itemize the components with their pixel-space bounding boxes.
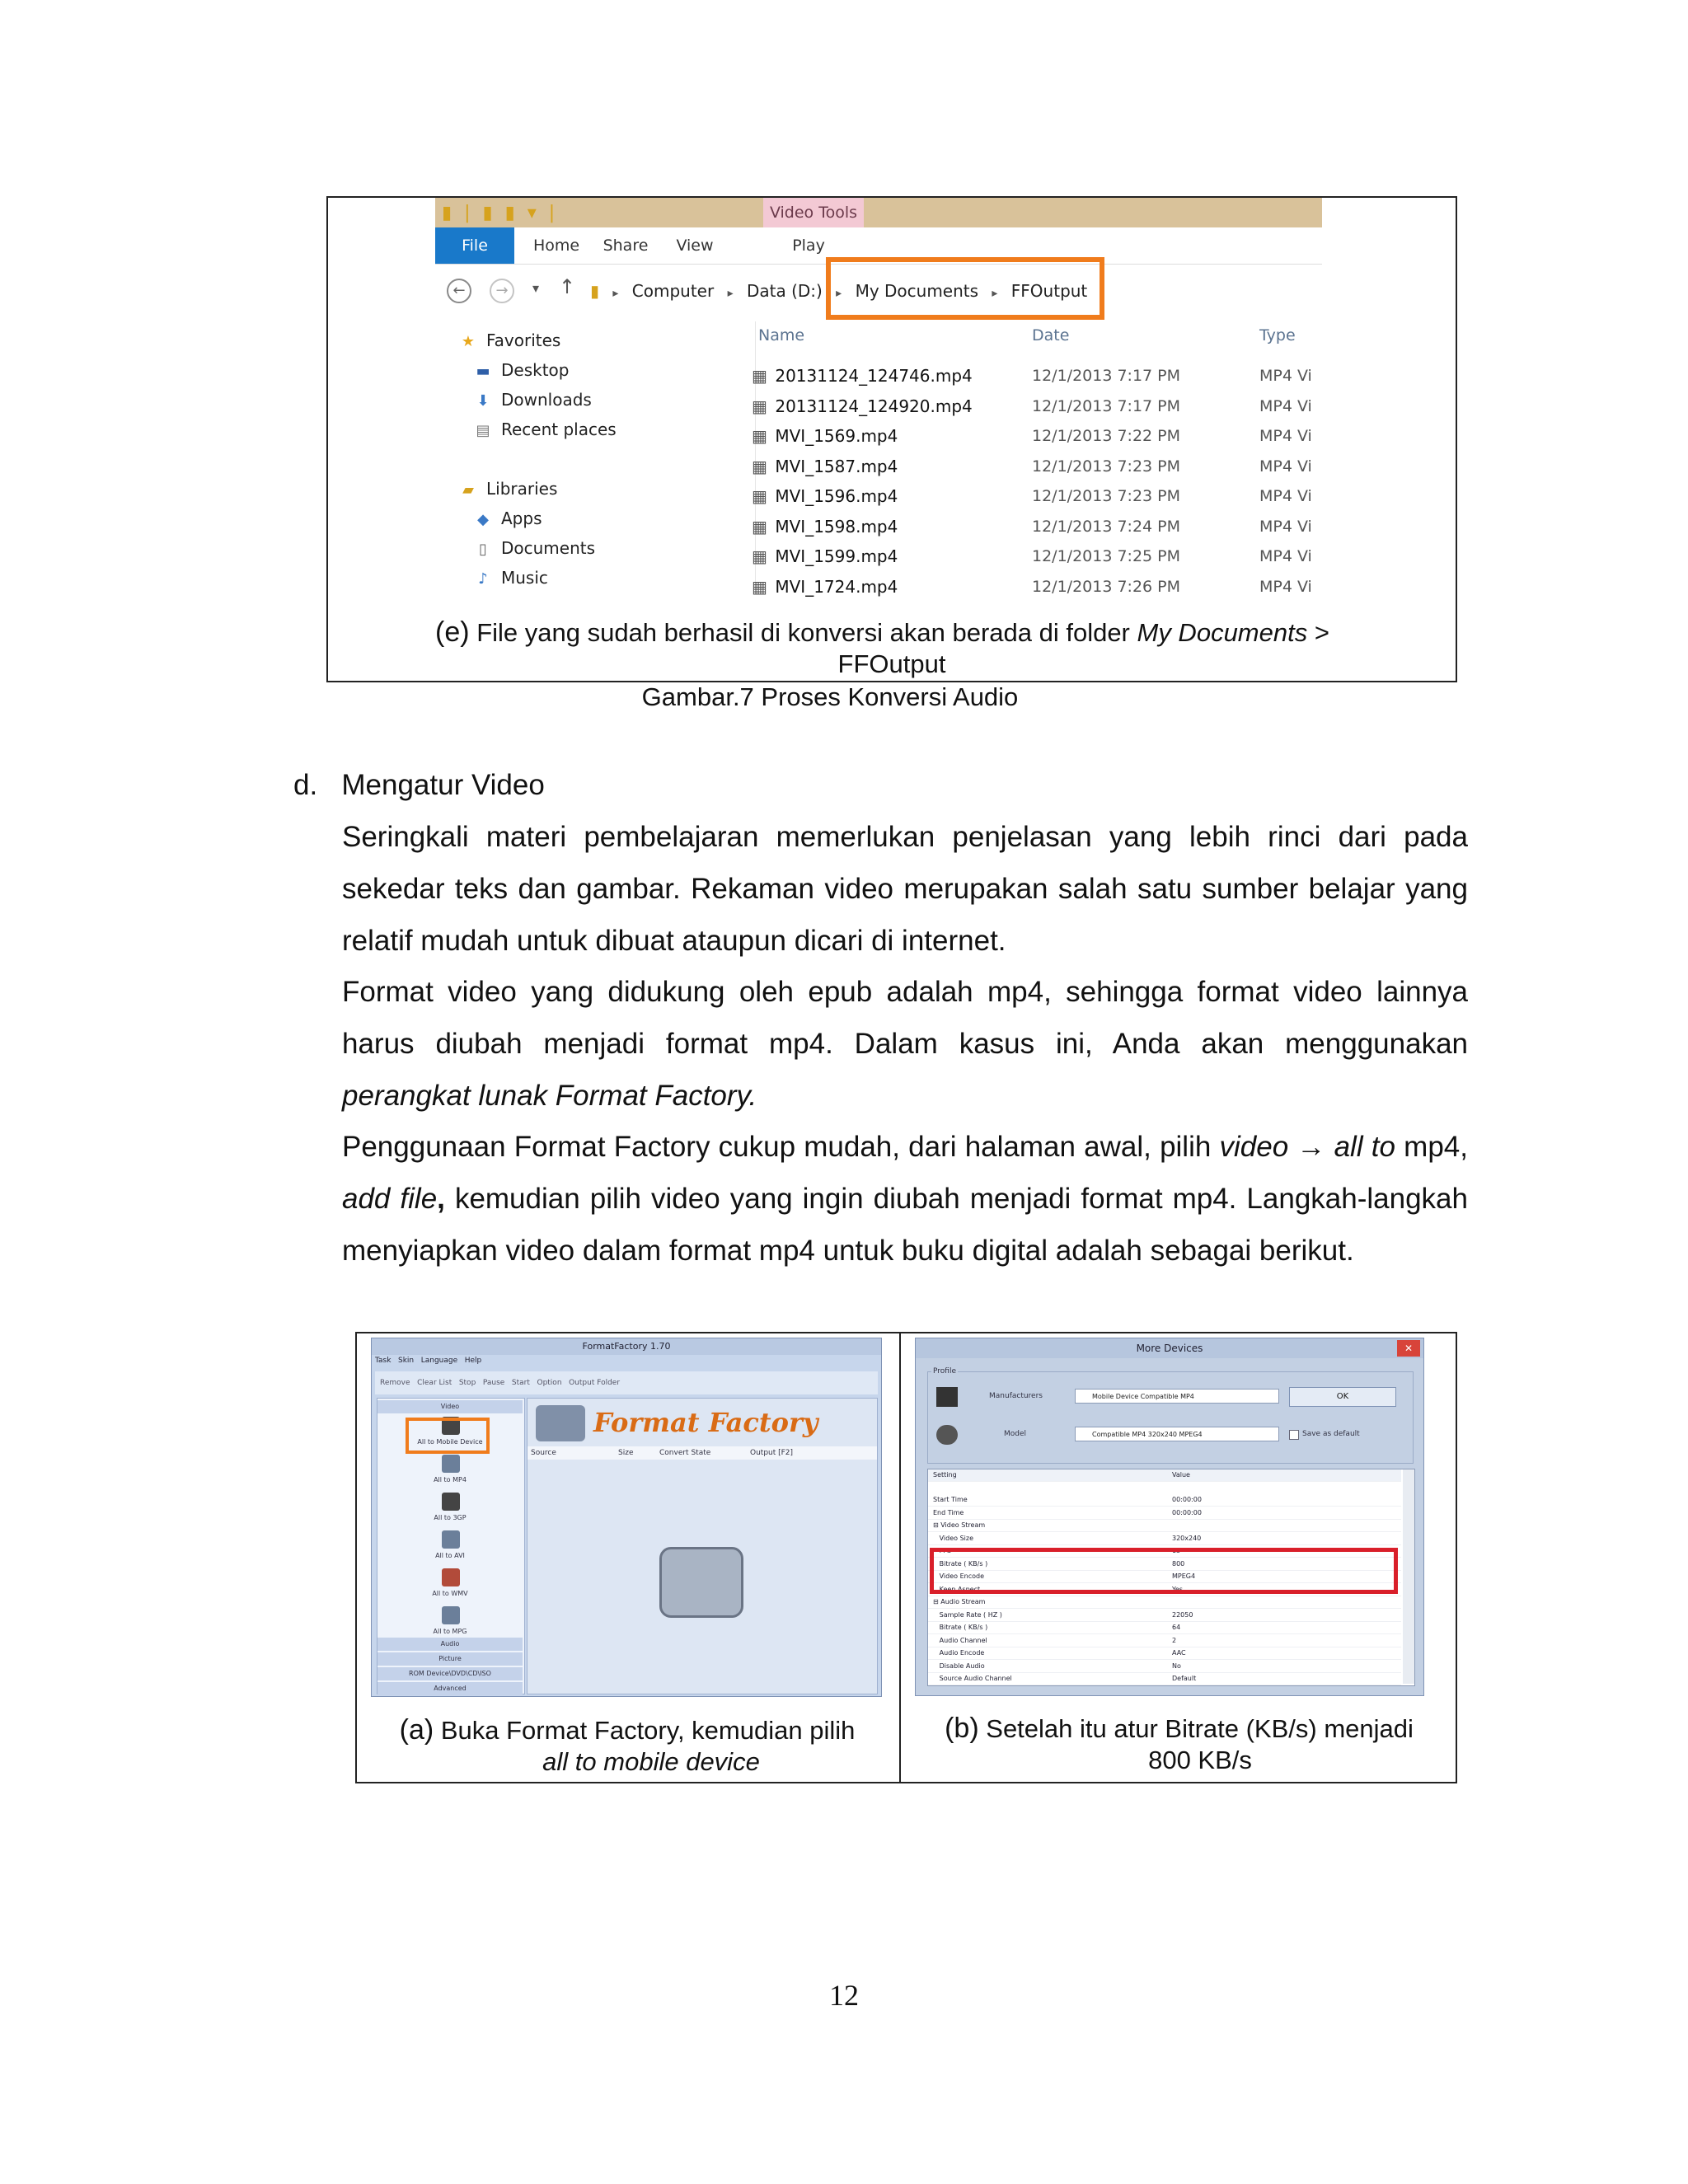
category-video[interactable]: Video: [377, 1400, 523, 1413]
setting-value: Yes: [1172, 1585, 1183, 1593]
profile-label: Profile: [933, 1367, 956, 1376]
video-file-icon: ▦: [752, 366, 767, 386]
nav-favorites[interactable]: [458, 326, 730, 355]
file-row[interactable]: [752, 452, 1329, 481]
item-all-to-mp4[interactable]: All to MP4: [434, 1476, 467, 1483]
library-icon: ▰: [462, 481, 474, 499]
recent-places-icon: ▤: [476, 422, 490, 439]
setting-value: AAC: [1172, 1649, 1186, 1657]
setting-value: 800: [1172, 1559, 1185, 1568]
file-date: 12/1/2013 7:23 PM: [1032, 457, 1181, 476]
breadcrumb-ffoutput[interactable]: FFOutput: [1010, 281, 1088, 301]
model-icon: [936, 1425, 958, 1445]
dialog-title: More Devices: [916, 1338, 1423, 1358]
file-type: MP4 Vi: [1259, 517, 1312, 536]
file-name: MVI_1587.mp4: [775, 456, 898, 476]
header-setting: Setting: [933, 1471, 957, 1479]
caption-b-line2: 800 KB/s: [1148, 1746, 1252, 1774]
category-audio[interactable]: Audio: [377, 1638, 523, 1651]
caption-b: [901, 1713, 1457, 1745]
breadcrumb-computer[interactable]: Computer: [631, 281, 715, 301]
nav-label: Desktop: [501, 360, 570, 380]
breadcrumb-data-d[interactable]: Data (D:): [746, 281, 823, 301]
arrow-right-icon: →: [1288, 1131, 1334, 1163]
caption-a: [355, 1714, 899, 1746]
file-name: 20131124_124920.mp4: [775, 396, 973, 416]
setting-key: Disable Audio: [933, 1661, 985, 1670]
wmv-icon: [442, 1568, 460, 1586]
setting-row[interactable]: [928, 1622, 1401, 1634]
file-date: 12/1/2013 7:17 PM: [1032, 396, 1181, 415]
file-name: MVI_1569.mp4: [775, 426, 898, 446]
tab-play[interactable]: Play: [792, 237, 825, 255]
video-file-icon: ▦: [752, 456, 767, 476]
video-tools-label: Video Tools: [763, 198, 864, 227]
caption-e: [435, 616, 1329, 649]
setting-value: 320x240: [1172, 1534, 1202, 1542]
section-heading: d. Mengatur Video: [293, 769, 545, 801]
category-rom[interactable]: ROM Device\DVD\CD\ISO: [377, 1667, 523, 1680]
nav-downloads[interactable]: [458, 385, 730, 415]
setting-key: Audio Channel: [933, 1636, 987, 1644]
column-header-name[interactable]: Name: [758, 326, 805, 344]
setting-key: Audio Encode: [933, 1649, 985, 1657]
music-icon: ♪: [478, 570, 488, 588]
setting-key: FPS: [933, 1547, 952, 1554]
model-label: Model: [1004, 1430, 1027, 1438]
nav-label: Downloads: [501, 390, 592, 410]
file-row[interactable]: [752, 421, 1329, 451]
file-row[interactable]: [752, 481, 1329, 511]
figure-title: Gambar.7 Proses Konversi Audio: [641, 682, 1019, 711]
p3-text-c: kemudian pilih video yang ingin diubah menjadi format mp4. Langkah-langkah menyiapkan video dalam format mp4 untuk buku digital adalah sebagai berikut.: [342, 1183, 1468, 1267]
setting-key: ⊟ Audio Stream: [933, 1598, 986, 1605]
chevron-right-icon: ▸: [836, 287, 842, 300]
mpg-icon: [442, 1606, 460, 1624]
breadcrumb-my-documents[interactable]: My Documents: [855, 281, 979, 301]
caption-italic: all to mobile device: [542, 1747, 760, 1776]
chevron-right-icon: ▸: [612, 287, 619, 300]
manufacturers-label: Manufacturers: [989, 1392, 1043, 1400]
chevron-right-icon: ▸: [992, 287, 998, 300]
video-file-icon: ▦: [752, 486, 767, 506]
task-list-headers: [528, 1446, 877, 1460]
highlight-box-bitrate: [930, 1548, 1398, 1594]
task-area: [527, 1398, 878, 1694]
setting-key: Sample Rate ( HZ ): [933, 1610, 1002, 1619]
video-file-icon: ▦: [752, 546, 767, 566]
highlight-box-mobile-device: [406, 1418, 490, 1454]
mp4-icon: [442, 1455, 460, 1473]
setting-row[interactable]: [928, 1661, 1401, 1673]
ok-button[interactable]: OK: [1289, 1387, 1396, 1407]
video-file-icon: ▦: [752, 516, 767, 537]
nav-documents[interactable]: [458, 533, 730, 563]
model-select[interactable]: Compatible MP4 320x240 MPEG4: [1075, 1427, 1279, 1441]
caption-italic: My Documents: [1137, 618, 1308, 647]
caption-text: File yang sudah berhasil di konversi akan berada di folder: [476, 618, 1137, 647]
setting-key: End Time: [933, 1508, 964, 1516]
manufacturers-select[interactable]: Mobile Device Compatible MP4: [1075, 1389, 1279, 1404]
video-file-icon: ▦: [752, 576, 767, 597]
setting-row[interactable]: [928, 1596, 1401, 1609]
nav-label: Favorites: [486, 330, 561, 350]
toolbar-labels[interactable]: Remove Clear List Stop Pause Start Option Output Folder: [380, 1379, 621, 1387]
file-name: MVI_1596.mp4: [775, 486, 898, 506]
setting-row[interactable]: [928, 1533, 1401, 1545]
item-all-to-wmv[interactable]: All to WMV: [432, 1590, 468, 1597]
app-logo-icon: [536, 1405, 585, 1441]
item-all-to-avi[interactable]: All to AVI: [435, 1552, 465, 1559]
file-row[interactable]: [752, 541, 1329, 571]
tab-home[interactable]: Home: [532, 237, 580, 255]
setting-value: No: [1172, 1661, 1181, 1670]
page-number: 12: [829, 1979, 859, 2012]
file-date: 12/1/2013 7:26 PM: [1032, 577, 1181, 596]
file-row[interactable]: [752, 391, 1329, 421]
tab-file[interactable]: File: [435, 227, 514, 264]
menu-bar[interactable]: Task Skin Language Help: [375, 1357, 482, 1365]
device-icon: [936, 1387, 958, 1407]
grid-header: [928, 1469, 1401, 1482]
nav-recent-places[interactable]: [458, 415, 730, 444]
more-devices-dialog: [915, 1338, 1424, 1696]
format-factory-window: [371, 1338, 882, 1697]
document-icon: ▯: [479, 541, 487, 558]
paragraph-3: [342, 1121, 1468, 1277]
folder-icon: ▮: [590, 281, 600, 301]
caption-text: Buka Format Factory, kemudian pilih: [434, 1716, 856, 1745]
window-title: FormatFactory 1.70: [372, 1338, 881, 1355]
setting-row[interactable]: [928, 1673, 1401, 1685]
p3-text-b: mp4,: [1395, 1131, 1468, 1163]
save-default-label: Save as default: [1302, 1430, 1360, 1438]
file-name: 20131124_124746.mp4: [775, 366, 973, 386]
apps-icon: ◆: [477, 511, 489, 528]
file-type: MP4 Vi: [1259, 396, 1312, 415]
p3-allto: all to: [1334, 1131, 1395, 1163]
paragraph-2-italic: perangkat lunak Format Factory.: [342, 1080, 757, 1112]
setting-value: 00:00:00: [1172, 1508, 1202, 1516]
setting-row[interactable]: [928, 1520, 1401, 1532]
3gp-icon: [442, 1493, 460, 1511]
caption-text: Setelah itu atur Bitrate (KB/s) menjadi: [978, 1714, 1414, 1743]
setting-row[interactable]: [928, 1494, 1401, 1507]
setting-key: Bitrate ( KB/s ): [933, 1624, 988, 1631]
file-date: 12/1/2013 7:24 PM: [1032, 517, 1181, 536]
paragraph-2: [342, 966, 1468, 1122]
highlight-box-breadcrumb: [826, 257, 1104, 320]
video-file-icon: ▦: [752, 396, 767, 416]
file-date: 12/1/2013 7:25 PM: [1032, 547, 1181, 565]
file-type: MP4 Vi: [1259, 457, 1312, 476]
setting-value: 64: [1172, 1624, 1181, 1631]
caption-gt: >: [1307, 618, 1329, 647]
setting-value: 2: [1172, 1636, 1177, 1644]
setting-value: MPEG4: [1172, 1572, 1196, 1580]
setting-key: Keep Aspect: [933, 1585, 981, 1593]
profile-group: [927, 1367, 1414, 1464]
file-row[interactable]: [752, 572, 1329, 602]
close-icon[interactable]: ✕: [1397, 1340, 1420, 1357]
caption-label: (e): [435, 616, 470, 648]
setting-row[interactable]: [928, 1507, 1401, 1520]
p3-text-a: Penggunaan Format Factory cukup mudah, dari halaman awal, pilih: [342, 1131, 1220, 1163]
file-row[interactable]: [752, 361, 1329, 391]
file-date: 12/1/2013 7:23 PM: [1032, 487, 1181, 505]
column-header-type[interactable]: Type: [1259, 326, 1296, 344]
desktop-icon: ▬: [476, 363, 490, 380]
nav-libraries[interactable]: [458, 474, 730, 504]
nav-label: Apps: [501, 509, 542, 528]
quick-access-toolbar: [435, 198, 1322, 227]
media-player-icon: [659, 1547, 743, 1618]
tab-share[interactable]: Share: [603, 237, 649, 255]
caption-a-line2: [355, 1747, 947, 1777]
item-all-to-3gp[interactable]: All to 3GP: [434, 1514, 467, 1521]
setting-key: Video Encode: [933, 1572, 985, 1580]
nav-label: Documents: [501, 538, 596, 558]
nav-desktop[interactable]: [458, 355, 730, 385]
setting-key: ⊟ Video Stream: [933, 1521, 986, 1529]
setting-row[interactable]: [928, 1610, 1401, 1622]
file-name: MVI_1598.mp4: [775, 516, 898, 537]
toolbar: [375, 1371, 878, 1394]
file-date: 12/1/2013 7:17 PM: [1032, 367, 1181, 385]
item-all-to-mpg[interactable]: All to MPG: [433, 1628, 467, 1635]
header-convert-state[interactable]: Convert State: [659, 1449, 711, 1457]
p3-comma: ,: [437, 1183, 445, 1215]
up-arrow-icon[interactable]: ↑: [559, 275, 576, 298]
nav-apps[interactable]: [458, 504, 730, 533]
video-file-icon: ▦: [752, 426, 767, 446]
star-icon: ★: [461, 333, 476, 350]
caption-label: (b): [945, 1713, 979, 1744]
item-all-to-mobile[interactable]: All to Mobile Device: [417, 1438, 483, 1446]
p3-video: video: [1219, 1131, 1289, 1163]
header-value: Value: [1172, 1471, 1190, 1479]
file-date: 12/1/2013 7:22 PM: [1032, 427, 1181, 445]
setting-value: 15: [1172, 1547, 1181, 1554]
scrollbar[interactable]: [1403, 1469, 1414, 1684]
setting-key: Video Size: [933, 1534, 974, 1542]
caption-label: (a): [399, 1714, 434, 1746]
column-header-date[interactable]: Date: [1032, 326, 1070, 344]
header-size[interactable]: Size: [618, 1449, 634, 1457]
downloads-icon: ⬇: [476, 392, 490, 410]
chevron-right-icon: ▸: [727, 287, 734, 300]
setting-row[interactable]: [928, 1635, 1401, 1647]
category-advanced[interactable]: Advanced: [377, 1682, 523, 1695]
file-type: MP4 Vi: [1259, 547, 1312, 565]
save-default-checkbox[interactable]: [1289, 1430, 1299, 1440]
caption-e-line2: FFOutput: [837, 649, 946, 678]
setting-key: Source Audio Channel: [933, 1675, 1012, 1682]
setting-key: Start Time: [933, 1496, 968, 1503]
nav-label: Music: [501, 568, 548, 588]
header-source[interactable]: Source: [531, 1449, 556, 1457]
recent-dropdown-icon[interactable]: ▾: [532, 280, 540, 296]
folder-icon: ▮ | ▮ ▮ ▾ |: [442, 203, 559, 223]
tab-view[interactable]: View: [676, 237, 714, 255]
file-type: MP4 Vi: [1259, 487, 1312, 505]
file-type: MP4 Vi: [1259, 427, 1312, 445]
setting-row[interactable]: [928, 1647, 1401, 1660]
file-name: MVI_1724.mp4: [775, 576, 898, 597]
file-row[interactable]: [752, 512, 1329, 541]
paragraph-2-text: Format video yang didukung oleh epub adalah mp4, sehingga format video lainnya harus diubah menjadi format mp4. Dalam kasus ini, Anda akan menggunakan: [342, 976, 1468, 1060]
nav-label: Libraries: [486, 479, 558, 499]
setting-value: 00:00:00: [1172, 1496, 1202, 1503]
header-output[interactable]: Output [F2]: [750, 1449, 794, 1457]
back-icon[interactable]: ←: [447, 279, 471, 303]
setting-value: 22050: [1172, 1610, 1193, 1619]
p3-addfile: add file: [342, 1183, 438, 1215]
setting-key: Bitrate ( KB/s ): [933, 1559, 988, 1568]
setting-value: Default: [1172, 1675, 1197, 1682]
file-type: MP4 Vi: [1259, 577, 1312, 596]
app-logo-text: Format Factory: [593, 1407, 818, 1438]
category-picture[interactable]: Picture: [377, 1652, 523, 1666]
navigation-pane: [458, 326, 730, 593]
nav-music[interactable]: [458, 563, 730, 593]
nav-label: Recent places: [501, 419, 617, 439]
file-type: MP4 Vi: [1259, 367, 1312, 385]
paragraph-1: Seringkali materi pembelajaran memerlukan penjelasan yang lebih rinci dari pada sekedar teks dan gambar. Rekaman video merupakan salah satu sumber belajar yang relatif mudah untuk dibuat ataupun dicari di internet.: [342, 821, 1468, 957]
forward-icon[interactable]: →: [490, 279, 514, 303]
avi-icon: [442, 1530, 460, 1549]
file-name: MVI_1599.mp4: [775, 546, 898, 566]
